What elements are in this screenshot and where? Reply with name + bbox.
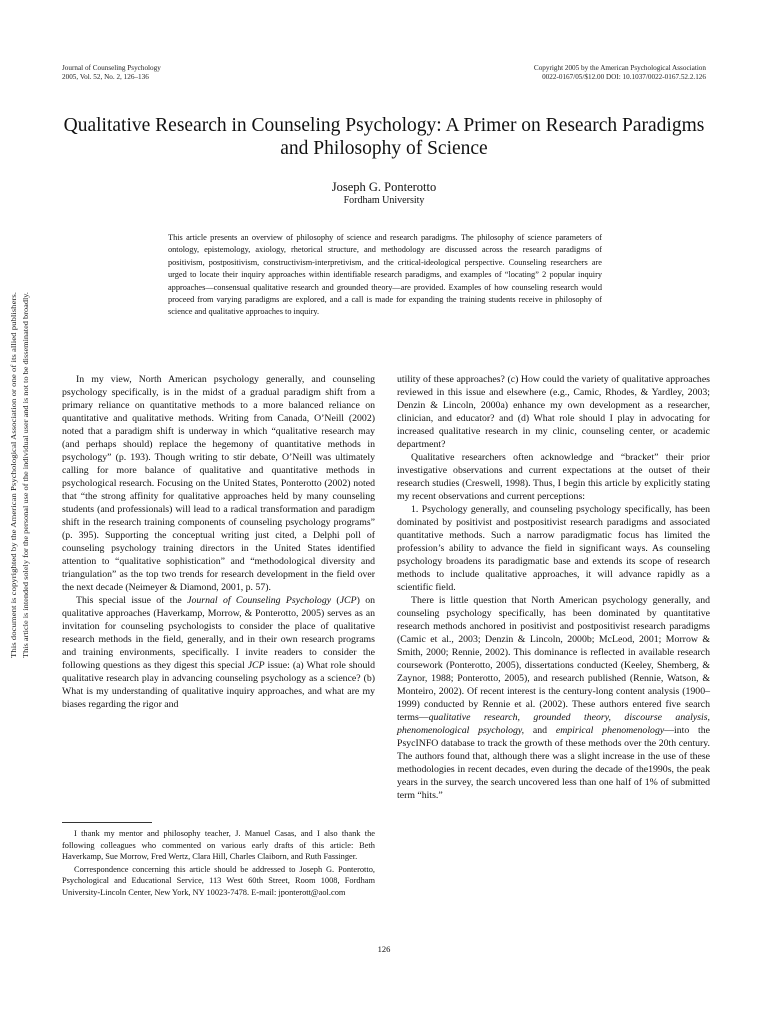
abstract: This article presents an overview of philosophy of science and research paradigms. The philosophy of science parameters of ontology, epistemology, axiology, rhetorical structure, and methodology are discussed across the research paradigms of positivism, postpositivism, constructivism-interpretivism, and the critical-ideological perspective. Counseling researchers are urged to locate their inquiry approaches within identifiable research paradigms, and examples of “locating” 2 popular inquiry approaches—consensual qualitative research and grounded theory—are provided. Examples of how counseling research would proceed from varying paradigms are explored, and a call is made for expanding the training students receive in philosophy of science and qualitative approaches to inquiry. — [168, 233, 602, 317]
right-column — [397, 373, 710, 802]
acknowledgment-note: I thank my mentor and philosophy teacher, J. Manuel Casas, and I also thank the following colleagues who commented on various early drafts of this article: Beth Haverkamp, Sue Morrow, Fred Wertz, Clara Hill, Charles Claiborn, and Ruth Fassinger. — [62, 829, 375, 862]
journal-volume: 2005, Vol. 52, No. 2, 126–136 — [62, 72, 149, 81]
copyright-header — [534, 64, 706, 81]
journal-name: Journal of Counseling Psychology — [62, 64, 161, 72]
body-paragraph: 1. Psychology generally, and counseling psychology specifically, has been dominated by positivist and postpositivist research paradigms and associated quantitative methods. Such a narrow paradigmatic focus has limited the profession’s ability to advance the field in significant ways. As counseling psychology broadens its paradigmatic base and extends its scope of research methods to include qualitative approaches, it will advance rapidly as a scientific field. — [397, 504, 710, 593]
author-affiliation: Fordham University — [343, 195, 425, 206]
footnotes — [62, 828, 375, 900]
left-column — [62, 373, 375, 711]
sidebar-line-2: This article is intended solely for the personal use of the individual user and is not to be disseminated broadly. — [21, 332, 30, 658]
body-paragraph: There is little question that North American psychology generally, and counseling psychology specifically, has been dominated by quantitative research methods anchored in positivist and postpositivist research paradigms (Camic et al., 2003; Denzin & Lincoln, 2000b; McLeod, 2001; Morrow & Smith, 2000; Rennie, 2002). This dominance is reflected in available research coursework (Ponterotto, 2005), dissertations conducted (Keeley, Shemberg, & Zaynor, 1988; Ponterotto, 2005), and research published (Rennie, Watson, & Monteiro, 2002). Of recent interest is the century-long content analysis (1900–1999) conducted by Rennie et al. (2002). These authors entered five search terms—qualitative research, grounded theory, discourse analysis, phenomenological psychology, and empirical phenomenology—into the PsycINFO database to track the growth of these methods over the 20th century. The authors found that, although there was a slight increase in the use of these methodologies in recent decades, even during the decade of the1990s, the peak years in the survey, the search uncovered less than one half of 1% of submitted term “hits.” — [397, 595, 710, 801]
page-number: 126 — [377, 944, 391, 954]
body-paragraph: utility of these approaches? (c) How could the variety of qualitative approaches reviewed in this issue and elsewhere (e.g., Camic, Rhodes, & Yardley, 2003; Denzin & Lincoln, 2000a) enhance my own development as a researcher, clinician, and educator? and (d) What role should I play in advocating for increased qualitative research in my clinic, counseling center, or academic department? — [397, 374, 710, 450]
doi-line: 0022-0167/05/$12.00 DOI: 10.1037/0022-0167.52.2.126 — [542, 72, 706, 81]
copyright-line: Copyright 2005 by the American Psychological Association — [533, 64, 706, 72]
journal-title-italic: Journal of Counseling Psychology — [187, 595, 332, 606]
copyright-sidebar — [4, 290, 34, 660]
author-name: Joseph G. Ponterotto — [331, 180, 437, 194]
body-paragraph: In my view, North American psychology generally, and counseling psychology specifically, is in the midst of a gradual paradigm shift from a primary reliance on quantitative methods to a more balanced reliance on quantitative and qualitative methods. Writing from Canada, O’Neill (2002) noted that a paradigm shift is underway in which “qualitative research may (and perhaps should) replace the hegemony of quantitative methods in psychology” (p. 193). Though writing to stir debate, O’Neill was ultimately calling for more balance of qualitative and quantitative methods in psychological research. Focusing on the United States, Ponterotto (2002) noted that “the strong affinity for qualitative approaches held by many counseling students (and professionals) will lead to a radical transformation and paradigm shift in the research training components of counseling psychology programs” (p. 395). Supporting the conceptual writing just cited, a Delphi poll of counseling psychology training directors in the United States identified attention to “qualitative sophistication” and “methodological diversity and triangulation” as the top two trends for research development in the field over the next decade (Neimeyer & Diamond, 2001, p. 57). — [62, 374, 375, 593]
footnote-divider — [62, 822, 152, 823]
journal-header — [62, 64, 161, 81]
search-terms-italic: qualitative research, grounded theory, discourse analysis, phenomenological psychology, — [397, 712, 710, 736]
article-title: Qualitative Research in Counseling Psychology: A Primer on Research Paradigms and Philosophy of Science — [63, 115, 705, 159]
body-paragraph: This special issue of the Journal of Counseling Psychology (JCP) on qualitative approaches (Haverkamp, Morrow, & Ponterotto, 2005) serves as an invitation for counseling psychologists to consider the place of qualitative research methods in the field, generally, and in their own research programs and training environments, specifically. I invite readers to consider the following questions as they digest this special JCP issue: (a) What role should qualitative research play in advancing counseling psychology as a science? (b) What is my understanding of qualitative inquiry approaches, and what are my biases regarding the rigor and — [62, 595, 375, 710]
body-paragraph: Qualitative researchers often acknowledge and “bracket” their prior investigative observations and current expectations at the outset of their research studies (Creswell, 1998). Thus, I begin this article by explicitly stating my recent observations and current perceptions: — [397, 452, 710, 502]
correspondence-note: Correspondence concerning this article should be addressed to Joseph G. Ponterotto, Psychological and Educational Service, 113 West 60th Street, Room 1008, Fordham University-Lincoln Center, New York, NY 10023-7478. E-mail: jponterott@aol.com — [62, 864, 375, 897]
sidebar-line-1: This document is copyrighted by the American Psychological Association or one of its allied publishers. — [9, 349, 18, 658]
